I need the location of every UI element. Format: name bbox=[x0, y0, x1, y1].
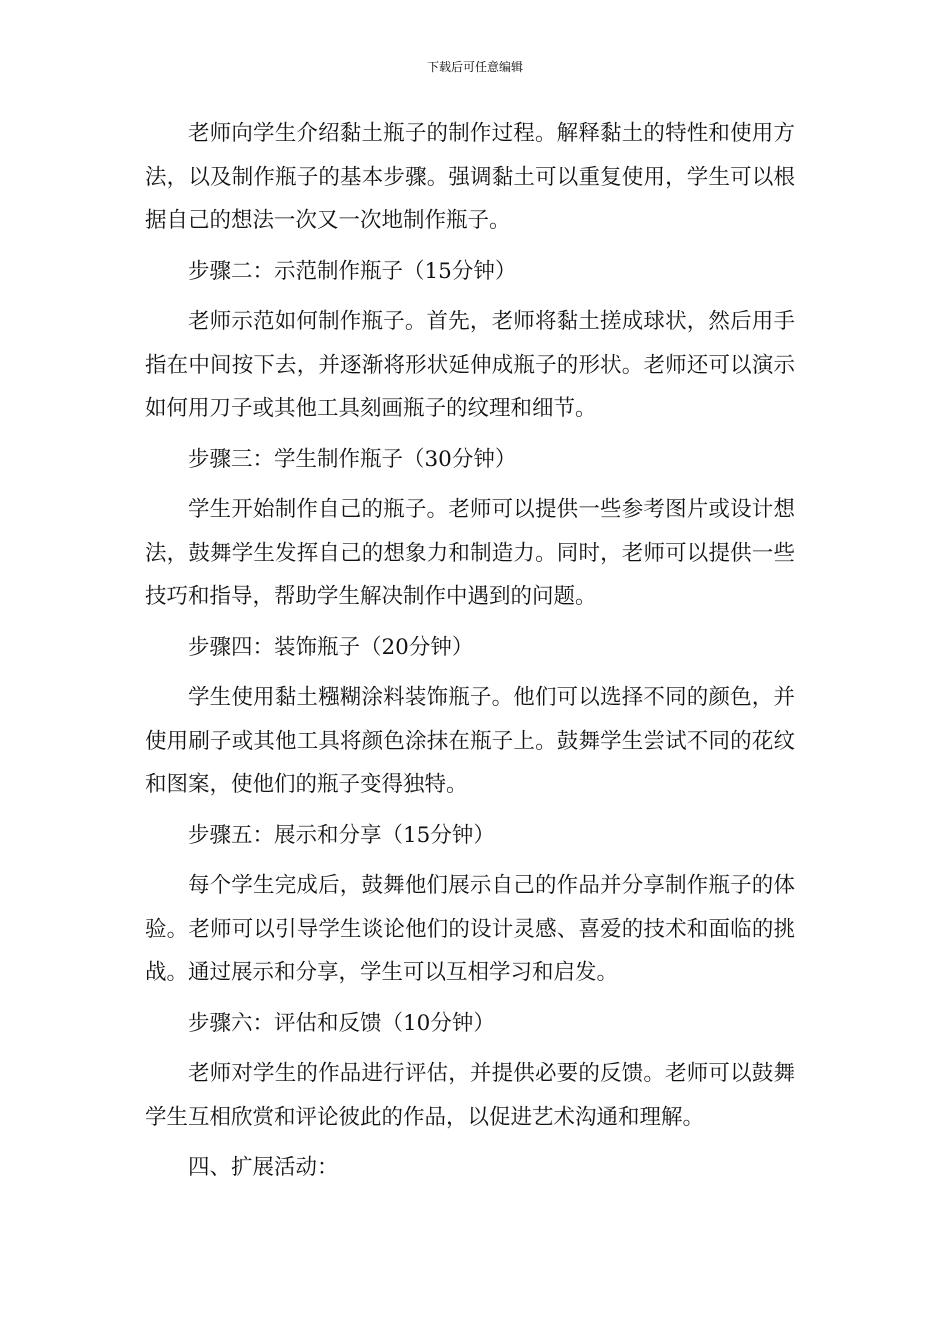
step-four-heading: 步骤四：装饰瓶子（20分钟） bbox=[188, 634, 474, 660]
step-three-heading: 步骤三：学生制作瓶子（30分钟） bbox=[188, 446, 517, 472]
paragraph-step-six: 老师对学生的作品进行评估，并提供必要的反馈。老师可以鼓舞学生互相欣赏和评论彼此的作品，以促进艺术沟通和理解。 bbox=[145, 1061, 795, 1130]
paragraph-step-four: 学生使用黏土糨糊涂料装饰瓶子。他们可以选择不同的颜色，并使用刷子或其他工具将颜色涂抹在瓶子上。鼓舞学生尝试不同的花纹和图案，使他们的瓶子变得独特。 bbox=[145, 685, 795, 797]
step-five-heading: 步骤五：展示和分享（15分钟） bbox=[188, 822, 495, 848]
document-body bbox=[145, 112, 795, 1197]
paragraph-intro: 老师向学生介绍黏土瓶子的制作过程。解释黏土的特性和使用方法，以及制作瓶子的基本步骤。强调黏土可以重复使用，学生可以根据自己的想法一次又一次地制作瓶子。 bbox=[145, 121, 795, 233]
page-header: 下载后可任意编辑 bbox=[426, 60, 523, 74]
step-six-heading: 步骤六：评估和反馈（10分钟） bbox=[188, 1010, 495, 1036]
paragraph-step-five: 每个学生完成后，鼓舞他们展示自己的作品并分享制作瓶子的体验。老师可以引导学生谈论他们的设计灵感、喜爱的技术和面临的挑战。通过展示和分享，学生可以互相学习和启发。 bbox=[145, 873, 795, 985]
paragraph-step-two: 老师示范如何制作瓶子。首先，老师将黏土搓成球状，然后用手指在中间按下去，并逐渐将形状延伸成瓶子的形状。老师还可以演示如何用刀子或其他工具刻画瓶子的纹理和细节。 bbox=[145, 309, 795, 421]
section-four-heading: 四、扩展活动： bbox=[188, 1155, 339, 1180]
step-two-heading: 步骤二：示范制作瓶子（15分钟） bbox=[188, 258, 517, 284]
paragraph-step-three: 学生开始制作自己的瓶子。老师可以提供一些参考图片或设计想法，鼓舞学生发挥自己的想象力和制造力。同时，老师可以提供一些技巧和指导，帮助学生解决制作中遇到的问题。 bbox=[145, 497, 795, 609]
